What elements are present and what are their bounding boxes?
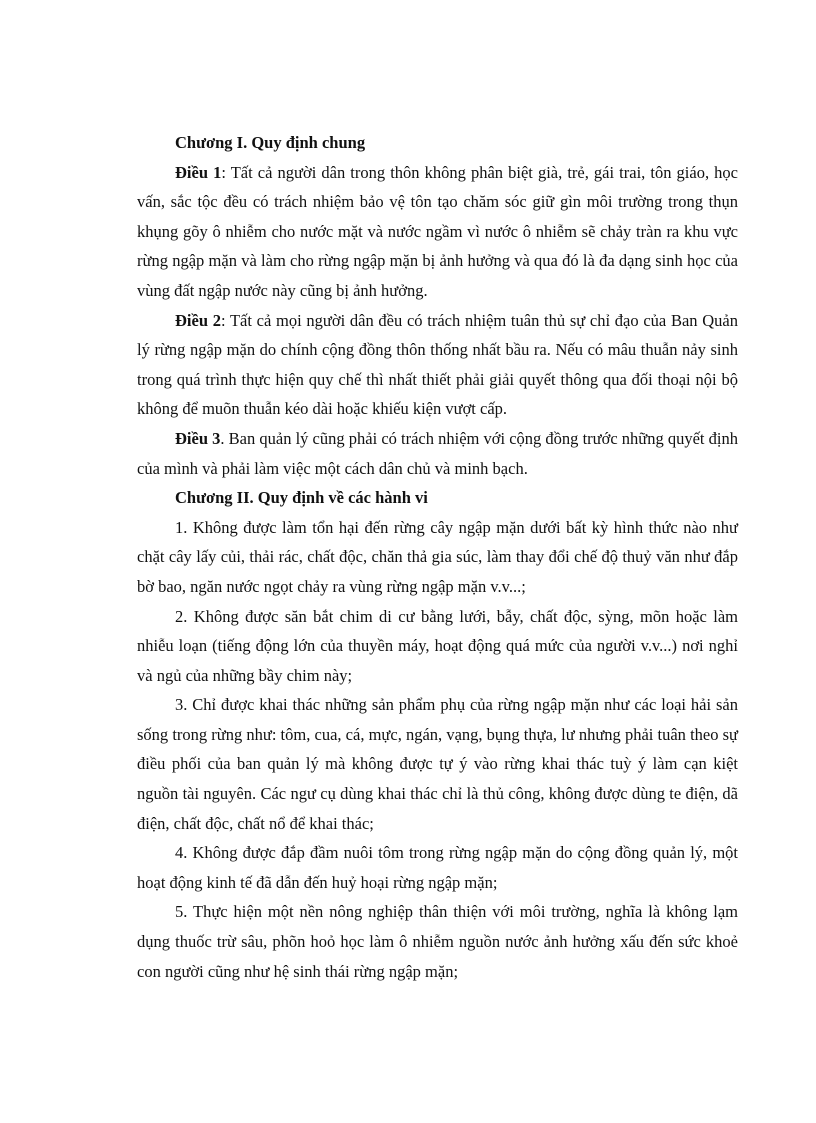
chapter-2-title: Chương II. Quy định về các hành vi xyxy=(175,488,428,508)
chapter-1-title: Chương I. Quy định chung xyxy=(175,133,366,152)
article-1 xyxy=(137,158,738,306)
rule-item-1: 1. Không được làm tổn hại đến rừng cây ngập mặn dưới bất kỳ hình thức nào như chặt cây lấy củi, thải rác, chất độc, chăn thả gia súc, làm thay đổi chế độ thuỷ văn như đắp bờ bao, ngăn nước ngọt chảy ra vùng rừng ngập mặn v.v...; xyxy=(137,517,738,596)
article-3-text: . Ban quản lý cũng phải có trách nhiệm với cộng đồng trước những quyết định của mình và phải làm việc một cách dân chủ và minh bạch. xyxy=(137,428,738,478)
article-2 xyxy=(137,306,738,424)
rule-item-3: 3. Chỉ được khai thác những sản phẩm phụ của rừng ngập mặn như các loại hải sản sống trong rừng như: tôm, cua, cá, mực, ngán, vạng, bụng thựa, lư nhưng phải tuân theo sự điều phối của ban quản lý mà không được tự ý vào rừng khai thác tuỳ ý làm cạn kiệt nguồn tài nguyên. Các ngư cụ dùng khai thác chỉ là thủ công, không được dùng te điện, dã điện, chất độc, chất nổ để khai thác; xyxy=(137,695,738,833)
article-2-text: : Tất cả mọi người dân đều có trách nhiệm tuân thủ sự chỉ đạo của Ban Quản lý rừng ngập mặn do chính cộng đồng thôn thống nhất bầu ra. Nếu có mâu thuẫn nảy sinh trong quá trình thực hiện quy chế thì nhất thiết phải giải quyết thông qua đối thoại nội bộ không để muõn thuẫn kéo dài hoặc khiếu kiện vượt cấp. xyxy=(137,310,738,419)
article-3-label: Điều 3 xyxy=(175,428,221,448)
document-body xyxy=(137,128,738,986)
article-2-label: Điều 2 xyxy=(175,310,221,330)
article-1-label: Điều 1 xyxy=(175,162,222,182)
rule-item-5: 5. Thực hiện một nền nông nghiệp thân thiện với môi trường, nghĩa là không lạm dụng thuốc trừ sâu, phõn hoỏ học làm ô nhiễm nguồn nước ảnh hưởng xấu đến sức khoẻ con người cũng như hệ sinh thái rừng ngập mặn; xyxy=(137,902,738,981)
article-1-text: : Tất cả người dân trong thôn không phân biệt già, trẻ, gái trai, tôn giáo, học vấn, sắc tộc đều có trách nhiệm bảo vệ tôn tạo chăm sóc giữ gìn môi trường trong thụn khụng gõy ô nhiễm cho nước mặt và nước ngầm vì nước ô nhiễm sẽ chảy tràn ra khu vực rừng ngập mặn và làm cho rừng ngập mặn bị ảnh hưởng và qua đó là đa dạng sinh học của vùng đất ngập nước này cũng bị ảnh hưởng. xyxy=(137,162,738,300)
rule-item-4: 4. Không được đắp đầm nuôi tôm trong rừng ngập mặn do cộng đồng quản lý, một hoạt động kinh tế đã dẫn đến huỷ hoại rừng ngập mặn; xyxy=(137,843,738,892)
rule-item-2: 2. Không được săn bắt chim di cư bằng lưới, bẫy, chất độc, sỳng, mõn hoặc làm nhiễu loạn (tiếng động lớn của thuyền máy, hoạt động quá mức của người v.v...) nơi nghỉ và ngủ của những bầy chim này; xyxy=(137,606,738,685)
article-3 xyxy=(137,424,738,483)
